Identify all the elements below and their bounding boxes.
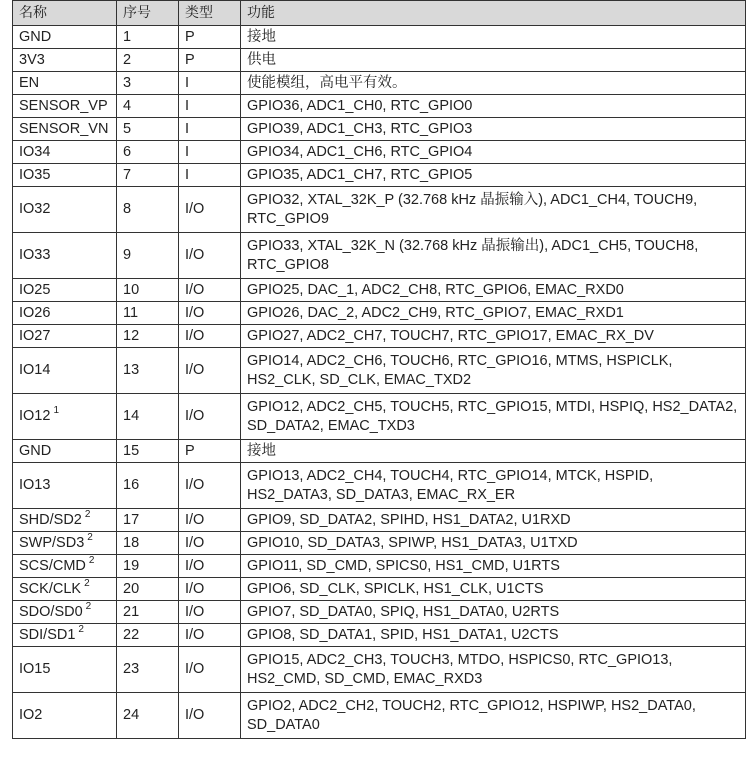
pin-number: 16 bbox=[117, 463, 179, 509]
table-row bbox=[13, 49, 746, 72]
pin-name: IO32 bbox=[19, 201, 51, 217]
pin-function: GPIO32, XTAL_32K_P (32.768 kHz 晶振输入), ADC1_CH4, TOUCH9, RTC_GPIO9 bbox=[241, 187, 746, 233]
pin-name: SWP/SD3 bbox=[19, 534, 85, 551]
pin-type: I/O bbox=[179, 279, 241, 302]
pin-name-cell bbox=[13, 463, 117, 509]
pin-function: GPIO34, ADC1_CH6, RTC_GPIO4 bbox=[241, 141, 746, 164]
pin-number: 12 bbox=[117, 325, 179, 348]
pin-number: 2 bbox=[117, 49, 179, 72]
pin-function: 使能模组，高电平有效。 bbox=[241, 72, 746, 95]
pin-name: SDO/SD0 bbox=[19, 603, 83, 620]
pin-name: SCS/CMD bbox=[19, 557, 86, 574]
pin-name-cell bbox=[13, 118, 117, 141]
table-row bbox=[13, 325, 746, 348]
pin-number: 18 bbox=[117, 532, 179, 555]
pin-function: 接地 bbox=[241, 26, 746, 49]
pin-name: EN bbox=[19, 74, 40, 91]
pin-number: 17 bbox=[117, 509, 179, 532]
table-row bbox=[13, 302, 746, 325]
pin-number: 8 bbox=[117, 187, 179, 233]
pin-name-cell bbox=[13, 26, 117, 49]
table-row bbox=[13, 693, 746, 739]
table-row bbox=[13, 348, 746, 394]
pin-number: 13 bbox=[117, 348, 179, 394]
pin-name: 3V3 bbox=[19, 51, 45, 68]
pin-name: SDI/SD1 bbox=[19, 626, 76, 643]
table-row bbox=[13, 532, 746, 555]
table-row bbox=[13, 394, 746, 440]
pin-function: GPIO27, ADC2_CH7, TOUCH7, RTC_GPIO17, EMAC_RX_DV bbox=[241, 325, 746, 348]
table-row bbox=[13, 509, 746, 532]
pin-name-cell bbox=[13, 187, 117, 233]
pin-name: IO35 bbox=[19, 166, 51, 183]
pin-definition-table bbox=[12, 0, 746, 739]
footnote-marker: 1 bbox=[53, 405, 59, 417]
pin-number: 10 bbox=[117, 279, 179, 302]
pin-type: P bbox=[179, 49, 241, 72]
pin-function: GPIO14, ADC2_CH6, TOUCH6, RTC_GPIO16, MTMS, HSPICLK, HS2_CLK, SD_CLK, EMAC_TXD2 bbox=[241, 348, 746, 394]
pin-number: 15 bbox=[117, 440, 179, 463]
pin-type: I/O bbox=[179, 187, 241, 233]
pin-function: GPIO7, SD_DATA0, SPIQ, HS1_DATA0, U2RTS bbox=[241, 601, 746, 624]
pin-name-cell bbox=[13, 693, 117, 739]
table-row bbox=[13, 279, 746, 302]
pin-type: P bbox=[179, 26, 241, 49]
pin-name-cell bbox=[13, 647, 117, 693]
pin-function: GPIO8, SD_DATA1, SPID, HS1_DATA1, U2CTS bbox=[241, 624, 746, 647]
pin-type: I/O bbox=[179, 394, 241, 440]
pin-number: 21 bbox=[117, 601, 179, 624]
pin-name-cell bbox=[13, 578, 117, 601]
pin-name-cell bbox=[13, 348, 117, 394]
table-row bbox=[13, 233, 746, 279]
table-row bbox=[13, 601, 746, 624]
pin-type: I bbox=[179, 118, 241, 141]
pin-number: 4 bbox=[117, 95, 179, 118]
table-row bbox=[13, 578, 746, 601]
pin-name-cell bbox=[13, 440, 117, 463]
pin-name-cell bbox=[13, 624, 117, 647]
table-row bbox=[13, 647, 746, 693]
pin-name: IO25 bbox=[19, 281, 51, 298]
pin-name: IO34 bbox=[19, 143, 51, 160]
pin-number: 1 bbox=[117, 26, 179, 49]
pin-type: I bbox=[179, 95, 241, 118]
pin-type: I/O bbox=[179, 509, 241, 532]
pin-name-cell bbox=[13, 532, 117, 555]
pin-number: 24 bbox=[117, 693, 179, 739]
pin-name: IO14 bbox=[19, 362, 51, 378]
table-row bbox=[13, 95, 746, 118]
pin-name-cell bbox=[13, 555, 117, 578]
pin-number: 11 bbox=[117, 302, 179, 325]
header-function: 功能 bbox=[241, 1, 746, 26]
pin-function: GPIO33, XTAL_32K_N (32.768 kHz 晶振输出), ADC1_CH5, TOUCH8, RTC_GPIO8 bbox=[241, 233, 746, 279]
header-type: 类型 bbox=[179, 1, 241, 26]
table-row bbox=[13, 440, 746, 463]
pin-number: 5 bbox=[117, 118, 179, 141]
pin-name-cell bbox=[13, 49, 117, 72]
footnote-marker: 2 bbox=[85, 600, 92, 612]
pin-number: 9 bbox=[117, 233, 179, 279]
pin-name: GND bbox=[19, 28, 52, 45]
pin-function: GPIO36, ADC1_CH0, RTC_GPIO0 bbox=[241, 95, 746, 118]
pin-name-cell bbox=[13, 302, 117, 325]
pin-name: IO26 bbox=[19, 304, 51, 321]
pin-number: 3 bbox=[117, 72, 179, 95]
pin-number: 19 bbox=[117, 555, 179, 578]
pin-name: IO15 bbox=[19, 661, 51, 677]
pin-name-cell bbox=[13, 601, 117, 624]
table-row bbox=[13, 141, 746, 164]
pin-type: I/O bbox=[179, 624, 241, 647]
pin-number: 7 bbox=[117, 164, 179, 187]
header-name: 名称 bbox=[13, 1, 117, 26]
pin-function: 供电 bbox=[241, 49, 746, 72]
pin-name: IO33 bbox=[19, 247, 51, 263]
table-row bbox=[13, 187, 746, 233]
pin-name-cell bbox=[13, 394, 117, 440]
pin-name: SENSOR_VN bbox=[19, 120, 109, 137]
pin-type: I/O bbox=[179, 532, 241, 555]
pin-name: GND bbox=[19, 442, 52, 459]
pin-name: SCK/CLK bbox=[19, 580, 82, 597]
pin-name-cell bbox=[13, 509, 117, 532]
pin-type: I/O bbox=[179, 325, 241, 348]
pin-function: GPIO15, ADC2_CH3, TOUCH3, MTDO, HSPICS0, RTC_GPIO13, HS2_CMD, SD_CMD, EMAC_RXD3 bbox=[241, 647, 746, 693]
pin-function: GPIO13, ADC2_CH4, TOUCH4, RTC_GPIO14, MTCK, HSPID, HS2_DATA3, SD_DATA3, EMAC_RX_ER bbox=[241, 463, 746, 509]
pin-number: 23 bbox=[117, 647, 179, 693]
pin-name-cell bbox=[13, 95, 117, 118]
pin-type: I/O bbox=[179, 233, 241, 279]
pin-name-cell bbox=[13, 164, 117, 187]
pin-type: P bbox=[179, 440, 241, 463]
pin-function: GPIO9, SD_DATA2, SPIHD, HS1_DATA2, U1RXD bbox=[241, 509, 746, 532]
pin-name-cell bbox=[13, 72, 117, 95]
table-row bbox=[13, 26, 746, 49]
pin-function: GPIO6, SD_CLK, SPICLK, HS1_CLK, U1CTS bbox=[241, 578, 746, 601]
pin-function: GPIO12, ADC2_CH5, TOUCH5, RTC_GPIO15, MTDI, HSPIQ, HS2_DATA2, SD_DATA2, EMAC_TXD3 bbox=[241, 394, 746, 440]
footnote-marker: 2 bbox=[84, 577, 90, 589]
pin-name-cell bbox=[13, 325, 117, 348]
footnote-marker: 2 bbox=[87, 531, 93, 543]
pin-number: 6 bbox=[117, 141, 179, 164]
pin-name: IO2 bbox=[19, 707, 43, 723]
footnote-marker: 2 bbox=[78, 623, 84, 635]
pin-name: SHD/SD2 bbox=[19, 511, 82, 528]
table-row bbox=[13, 118, 746, 141]
pin-name-cell bbox=[13, 141, 117, 164]
pin-function: GPIO11, SD_CMD, SPICS0, HS1_CMD, U1RTS bbox=[241, 555, 746, 578]
pin-type: I/O bbox=[179, 693, 241, 739]
pin-function: GPIO2, ADC2_CH2, TOUCH2, RTC_GPIO12, HSPIWP, HS2_DATA0, SD_DATA0 bbox=[241, 693, 746, 739]
pin-number: 22 bbox=[117, 624, 179, 647]
pin-name: IO12 bbox=[19, 408, 51, 424]
pin-function: GPIO35, ADC1_CH7, RTC_GPIO5 bbox=[241, 164, 746, 187]
pin-type: I bbox=[179, 72, 241, 95]
pin-name: IO27 bbox=[19, 327, 51, 344]
table-row bbox=[13, 555, 746, 578]
table-row bbox=[13, 164, 746, 187]
pin-number: 14 bbox=[117, 394, 179, 440]
table-header-row bbox=[13, 1, 746, 26]
pin-name: SENSOR_VP bbox=[19, 97, 108, 114]
pin-name-cell bbox=[13, 233, 117, 279]
pin-function: 接地 bbox=[241, 440, 746, 463]
pin-name-cell bbox=[13, 279, 117, 302]
footnote-marker: 2 bbox=[88, 554, 95, 566]
pin-function: GPIO39, ADC1_CH3, RTC_GPIO3 bbox=[241, 118, 746, 141]
pin-type: I bbox=[179, 164, 241, 187]
table-row bbox=[13, 72, 746, 95]
pin-function: GPIO10, SD_DATA3, SPIWP, HS1_DATA3, U1TXD bbox=[241, 532, 746, 555]
pin-type: I/O bbox=[179, 302, 241, 325]
pin-type: I/O bbox=[179, 348, 241, 394]
table-row bbox=[13, 463, 746, 509]
pin-number: 20 bbox=[117, 578, 179, 601]
pin-type: I/O bbox=[179, 578, 241, 601]
pin-function: GPIO26, DAC_2, ADC2_CH9, RTC_GPIO7, EMAC_RXD1 bbox=[241, 302, 746, 325]
pin-name: IO13 bbox=[19, 477, 51, 493]
footnote-marker: 2 bbox=[84, 508, 91, 520]
pin-type: I/O bbox=[179, 463, 241, 509]
pin-type: I bbox=[179, 141, 241, 164]
pin-type: I/O bbox=[179, 647, 241, 693]
pin-type: I/O bbox=[179, 555, 241, 578]
header-no: 序号 bbox=[117, 1, 179, 26]
table-body bbox=[13, 26, 746, 739]
table-row bbox=[13, 624, 746, 647]
pin-function: GPIO25, DAC_1, ADC2_CH8, RTC_GPIO6, EMAC_RXD0 bbox=[241, 279, 746, 302]
pin-type: I/O bbox=[179, 601, 241, 624]
